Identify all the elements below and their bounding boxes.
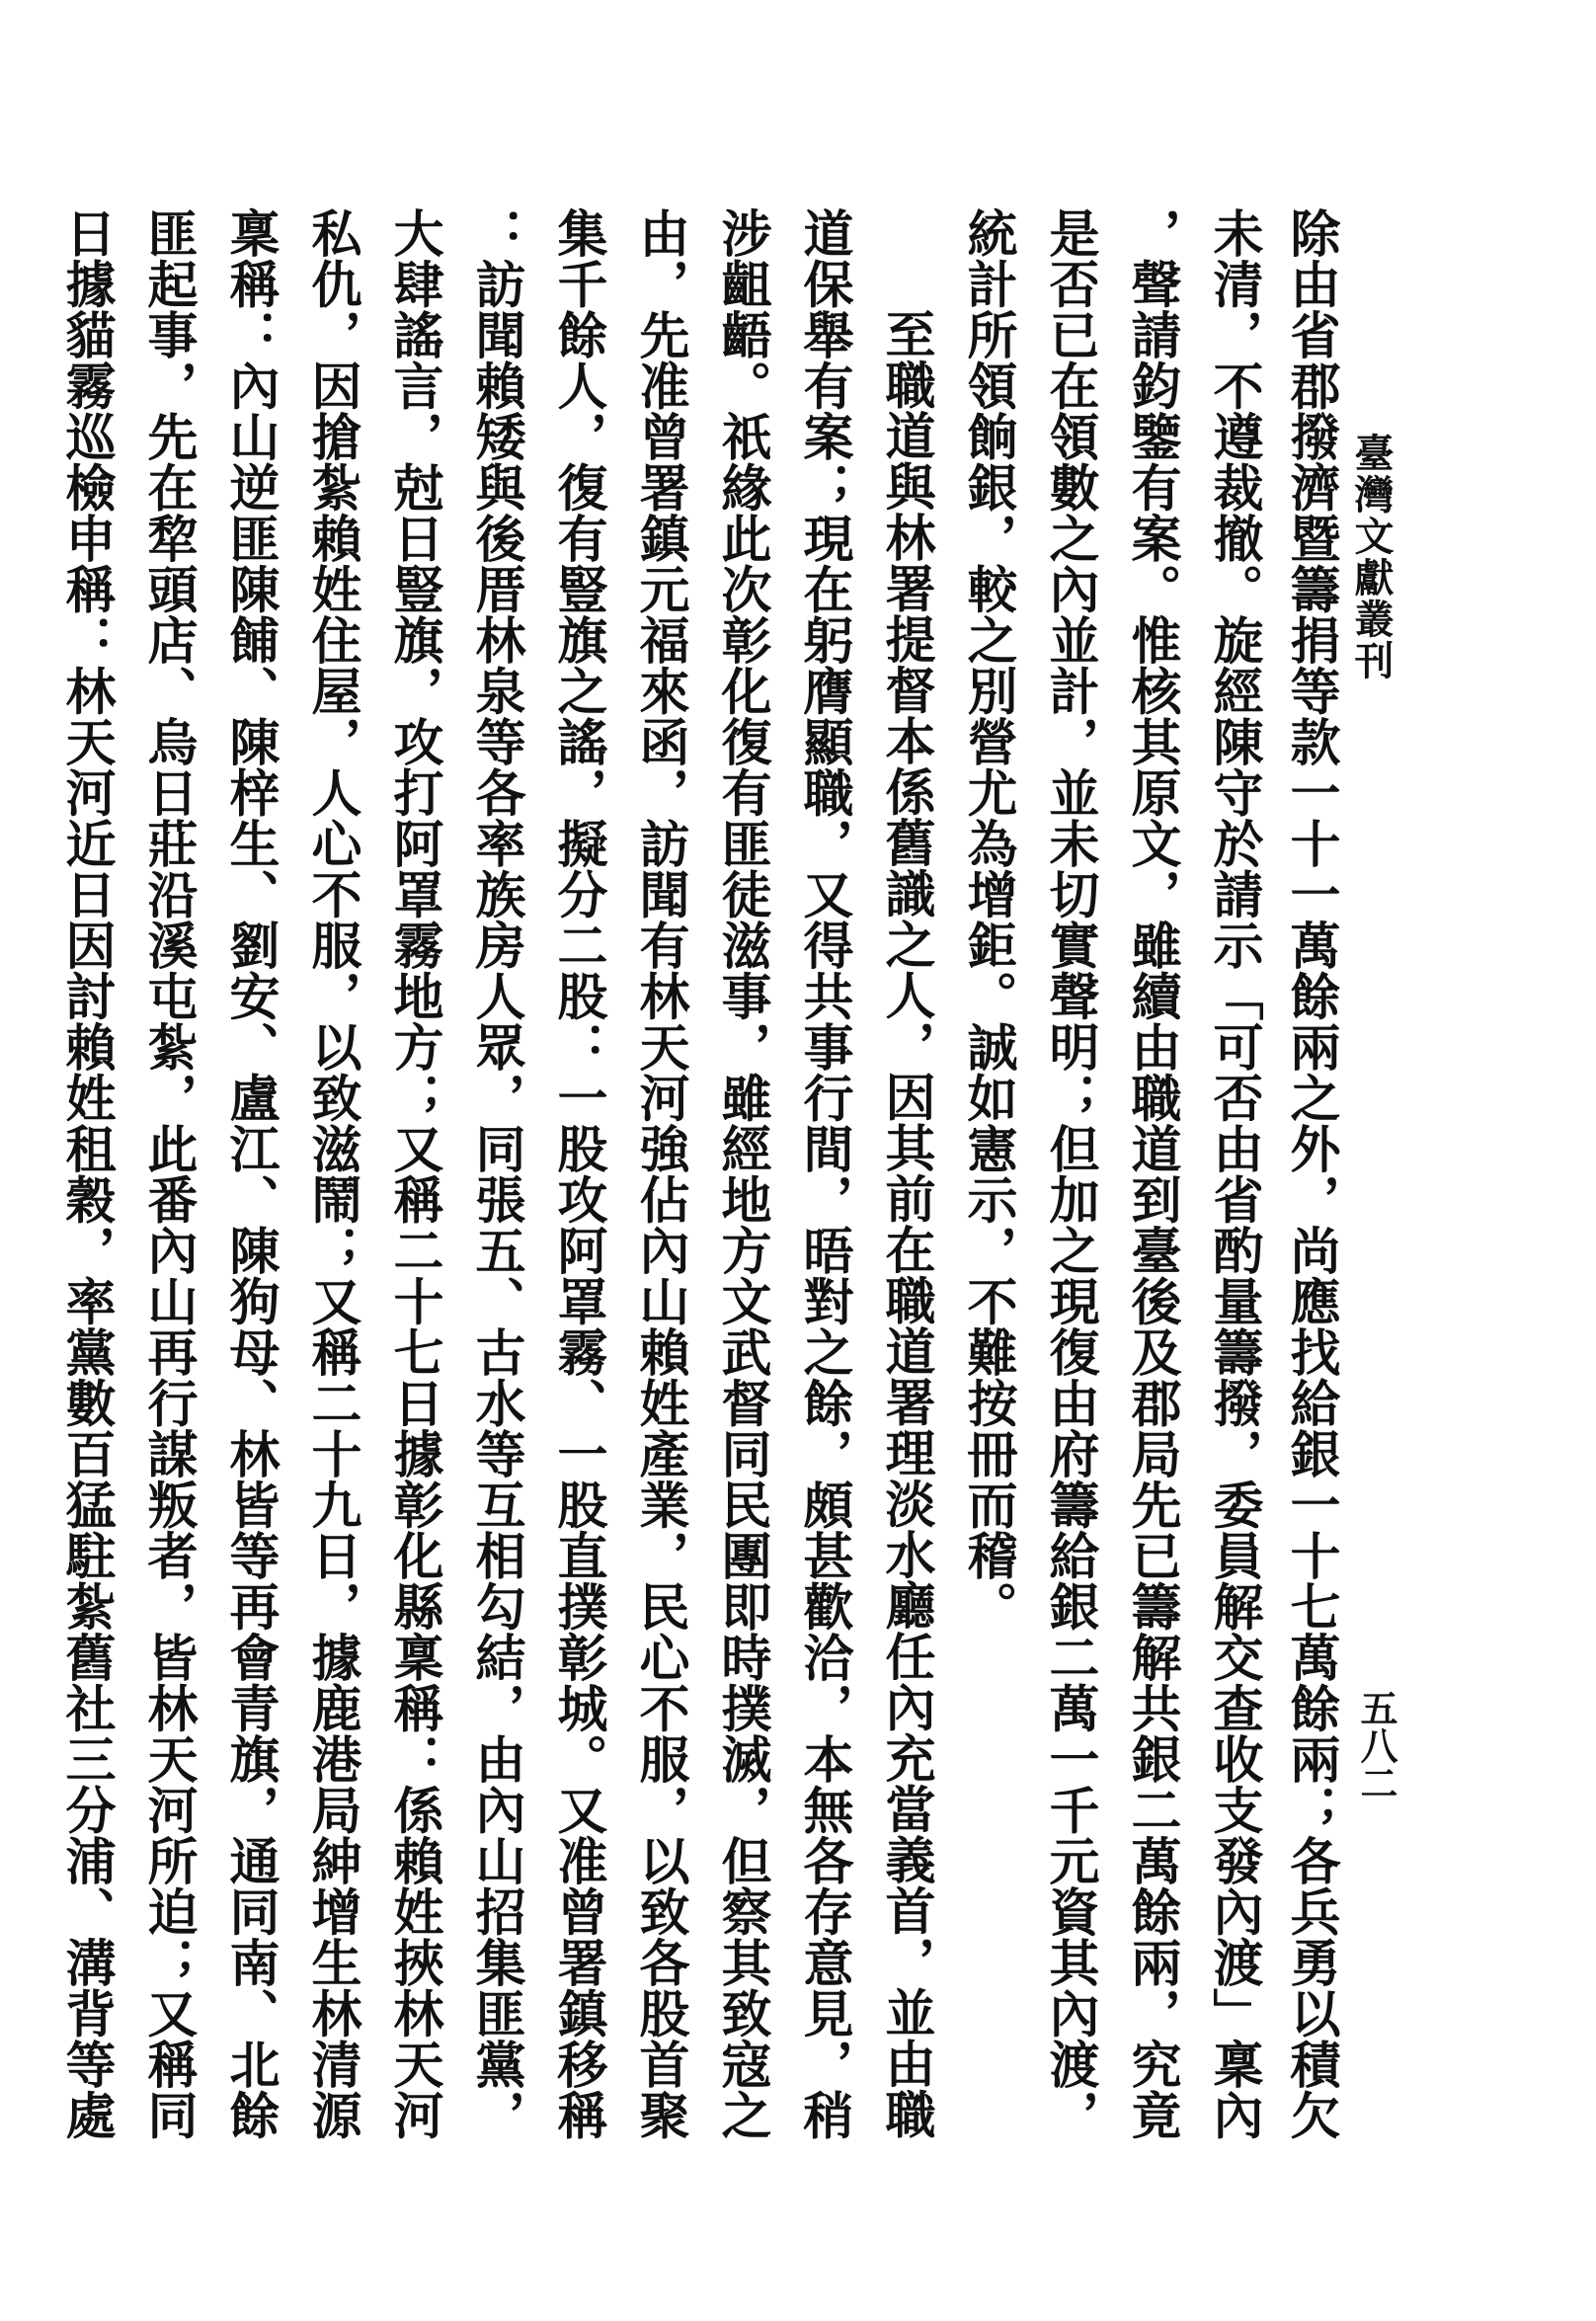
vertical-text-block — [42, 207, 1349, 2202]
text-line: 日據貓霧巡檢申稱：林天河近日因討賴姓租穀，率黨數百猛駐紮舊社三分浦、溝背等處 — [56, 207, 116, 2140]
text-line: ，聲請鈞鑒有案。惟核其原文，雖續由職道到臺後及郡局先已籌解共銀二萬餘兩，究竟 — [1122, 207, 1181, 2140]
text-line: 匪起事，先在犂頭店、烏日莊沿溪屯紮，此番內山再行謀叛者，皆林天河所迫；又稱同 — [138, 207, 198, 2140]
paragraph-start-line: 至職道與林署提督本係舊識之人，因其前在職道署理淡水廳任內充當義首，並由職 — [876, 308, 935, 2139]
text-line: 統計所領餉銀，較之別營尤為增鉅。誠如憲示，不難按冊而稽。 — [958, 207, 1017, 1632]
text-line: 涉齟齬。祇緣此次彰化復有匪徒滋事，雖經地方文武督同民團即時撲滅，但察其致寇之 — [712, 207, 771, 2140]
book-title: 臺灣文獻叢刊 — [1348, 433, 1395, 681]
text-line: 集千餘人，復有豎旗之謠，擬分二股：一股攻阿罩霧、一股直撲彰城。又准曾署鎮移稱 — [548, 207, 607, 2140]
text-line: 大肆謠言，尅日豎旗，攻打阿罩霧地方；又稱二十七日據彰化縣稟稱：係賴姓挾林天河 — [384, 207, 443, 2140]
text-line: 由，先准曾署鎮元福來函，訪聞有林天河強佔內山賴姓產業，民心不服，以致各股首聚 — [630, 207, 689, 2140]
text-line: 除由省郡撥濟暨籌捐等款一十一萬餘兩之外，尚應找給銀一十七萬餘兩；各兵勇以積欠 — [1281, 207, 1340, 2140]
text-line: ：訪聞賴矮與後厝林泉等各率族房人眾，同張五、古水等互相勾結，由內山招集匪黨， — [466, 207, 525, 2140]
text-line: 道保舉有案；現在躬膺顯職，又得共事行間，晤對之餘，頗甚歡洽，本無各存意見，稍 — [794, 207, 853, 2140]
text-line: 私仇，因搶紮賴姓住屋，人心不服，以致滋鬧；又稱二十九日，據鹿港局紳增生林清源 — [302, 207, 361, 2140]
text-line: 稟稱：內山逆匪陳餔、陳梓生、劉安、盧江、陳狗母、林皆等再會青旗，通同南、北餘 — [220, 207, 279, 2140]
text-line: 未清，不遵裁撤。旋經陳守於請示「可否由省酌量籌撥，委員解交查收支發內渡」稟內 — [1204, 207, 1263, 2140]
text-line: 是否已在領數之內並計，並未切實聲明；但加之現復由府籌給銀二萬一千元資其內渡， — [1040, 207, 1099, 2140]
page-number: 五八二 — [1354, 1689, 1398, 1801]
